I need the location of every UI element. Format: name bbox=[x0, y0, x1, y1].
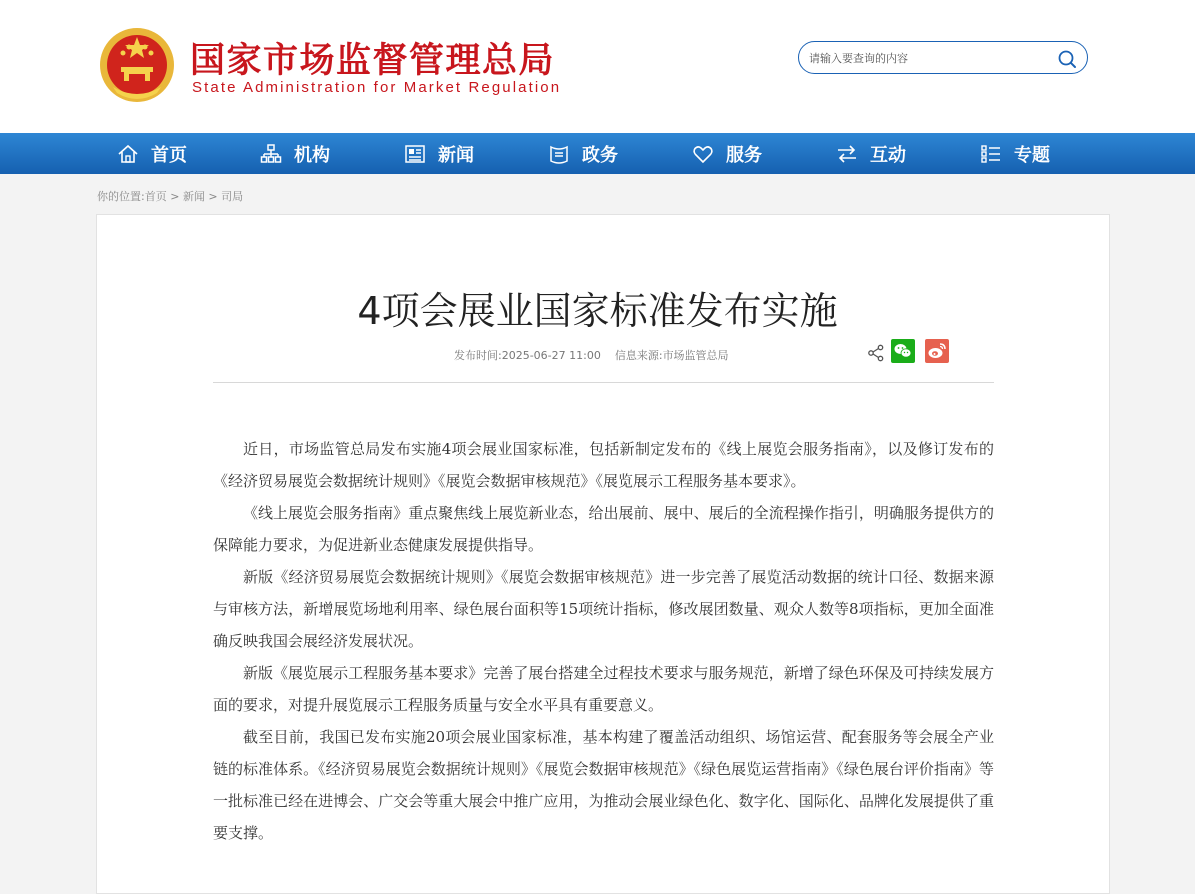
weibo-icon[interactable] bbox=[925, 339, 949, 363]
article-paragraph: 近日，市场监管总局发布实施4项会展业国家标准，包括新制定发布的《线上展览会服务指南》，以及修订发布的《经济贸易展览会数据统计规则》《展览会数据审核规范》《展览展示工程服务基本要求》。 bbox=[213, 440, 994, 490]
search-input[interactable] bbox=[809, 49, 1049, 67]
article-paragraph: 截至目前，我国已发布实施20项会展业国家标准，基本构建了覆盖活动组织、场馆运营、配套服务等会展全产业链的标准体系。《经济贸易展览会数据统计规则》《展览会数据审核规范》《绿色展览运营指南》《绿色展台评价指南》等一批标准已经在进博会、广交会等重大展会中推广应用，为推动会展业绿色化、数字化、国际化、品牌化发展提供了重要支撑。 bbox=[213, 728, 994, 842]
nav-item-home[interactable] bbox=[117, 133, 187, 174]
article-meta bbox=[454, 347, 729, 363]
nav-item-label: 政务 bbox=[582, 144, 618, 166]
nav-item-label: 互动 bbox=[870, 144, 906, 166]
breadcrumb-news[interactable]: 新闻 bbox=[182, 190, 205, 203]
org-chart-icon bbox=[260, 143, 282, 165]
nav-item-news[interactable] bbox=[404, 133, 474, 174]
nav-item-label: 机构 bbox=[294, 144, 330, 166]
breadcrumb-separator: > bbox=[166, 190, 183, 203]
nav-item-interaction[interactable] bbox=[836, 133, 906, 174]
national-emblem-icon bbox=[99, 27, 175, 103]
wechat-icon[interactable] bbox=[891, 339, 915, 363]
share-icon[interactable] bbox=[867, 344, 885, 362]
nav-item-label: 专题 bbox=[1014, 144, 1050, 166]
home-icon bbox=[117, 143, 139, 165]
nav-item-services[interactable] bbox=[692, 133, 762, 174]
publish-time: 2025-06-27 11:00 bbox=[501, 349, 601, 362]
source-label: 信息来源: bbox=[614, 349, 663, 362]
topics-list-icon bbox=[980, 143, 1002, 165]
site-title-en: State Administration for Market Regulation bbox=[192, 79, 562, 96]
government-affairs-icon bbox=[548, 143, 570, 165]
source: 市场监管总局 bbox=[662, 349, 729, 362]
news-icon bbox=[404, 143, 426, 165]
breadcrumb bbox=[97, 188, 243, 204]
nav-item-label: 首页 bbox=[151, 144, 187, 166]
breadcrumb-home[interactable]: 首页 bbox=[144, 190, 167, 203]
site-header bbox=[0, 0, 1195, 133]
title-divider bbox=[213, 382, 994, 383]
article-body bbox=[213, 433, 994, 849]
nav-item-topics[interactable] bbox=[980, 133, 1050, 174]
nav-item-institutions[interactable] bbox=[260, 133, 330, 174]
publish-time-label: 发布时间: bbox=[454, 349, 502, 362]
breadcrumb-separator: > bbox=[204, 190, 222, 203]
exchange-arrows-icon bbox=[836, 143, 858, 165]
search-box bbox=[798, 41, 1088, 74]
article-title: 4项会展业国家标准发布实施 bbox=[357, 289, 838, 333]
breadcrumb-prefix: 你的位置: bbox=[97, 190, 145, 203]
article-paragraph: 新版《展览展示工程服务基本要求》完善了展台搭建全过程技术要求与服务规范，新增了绿色环保及可持续发展方面的要求，对提升展览展示工程服务质量与安全水平具有重要意义。 bbox=[213, 664, 994, 714]
article-paragraph: 《线上展览会服务指南》重点聚焦线上展览新业态，给出展前、展中、展后的全流程操作指引，明确服务提供方的保障能力要求，为促进新业态健康发展提供指导。 bbox=[213, 504, 994, 554]
article-paragraph: 新版《经济贸易展览会数据统计规则》《展览会数据审核规范》进一步完善了展览活动数据的统计口径、数据来源与审核方法，新增展览场地利用率、绿色展台面积等15项统计指标，修改展团数量、观众人数等8项指标，更加全面准确反映我国会展经济发展状况。 bbox=[213, 568, 994, 650]
nav-item-government-affairs[interactable] bbox=[548, 133, 618, 174]
nav-item-label: 服务 bbox=[726, 144, 762, 166]
search-icon[interactable] bbox=[1057, 49, 1077, 69]
site-title-cn: 国家市场监督管理总局 bbox=[190, 41, 556, 81]
heart-icon bbox=[692, 143, 714, 165]
nav-item-label: 新闻 bbox=[438, 144, 474, 166]
main-nav bbox=[0, 133, 1195, 174]
breadcrumb-department[interactable]: 司局 bbox=[221, 190, 244, 203]
